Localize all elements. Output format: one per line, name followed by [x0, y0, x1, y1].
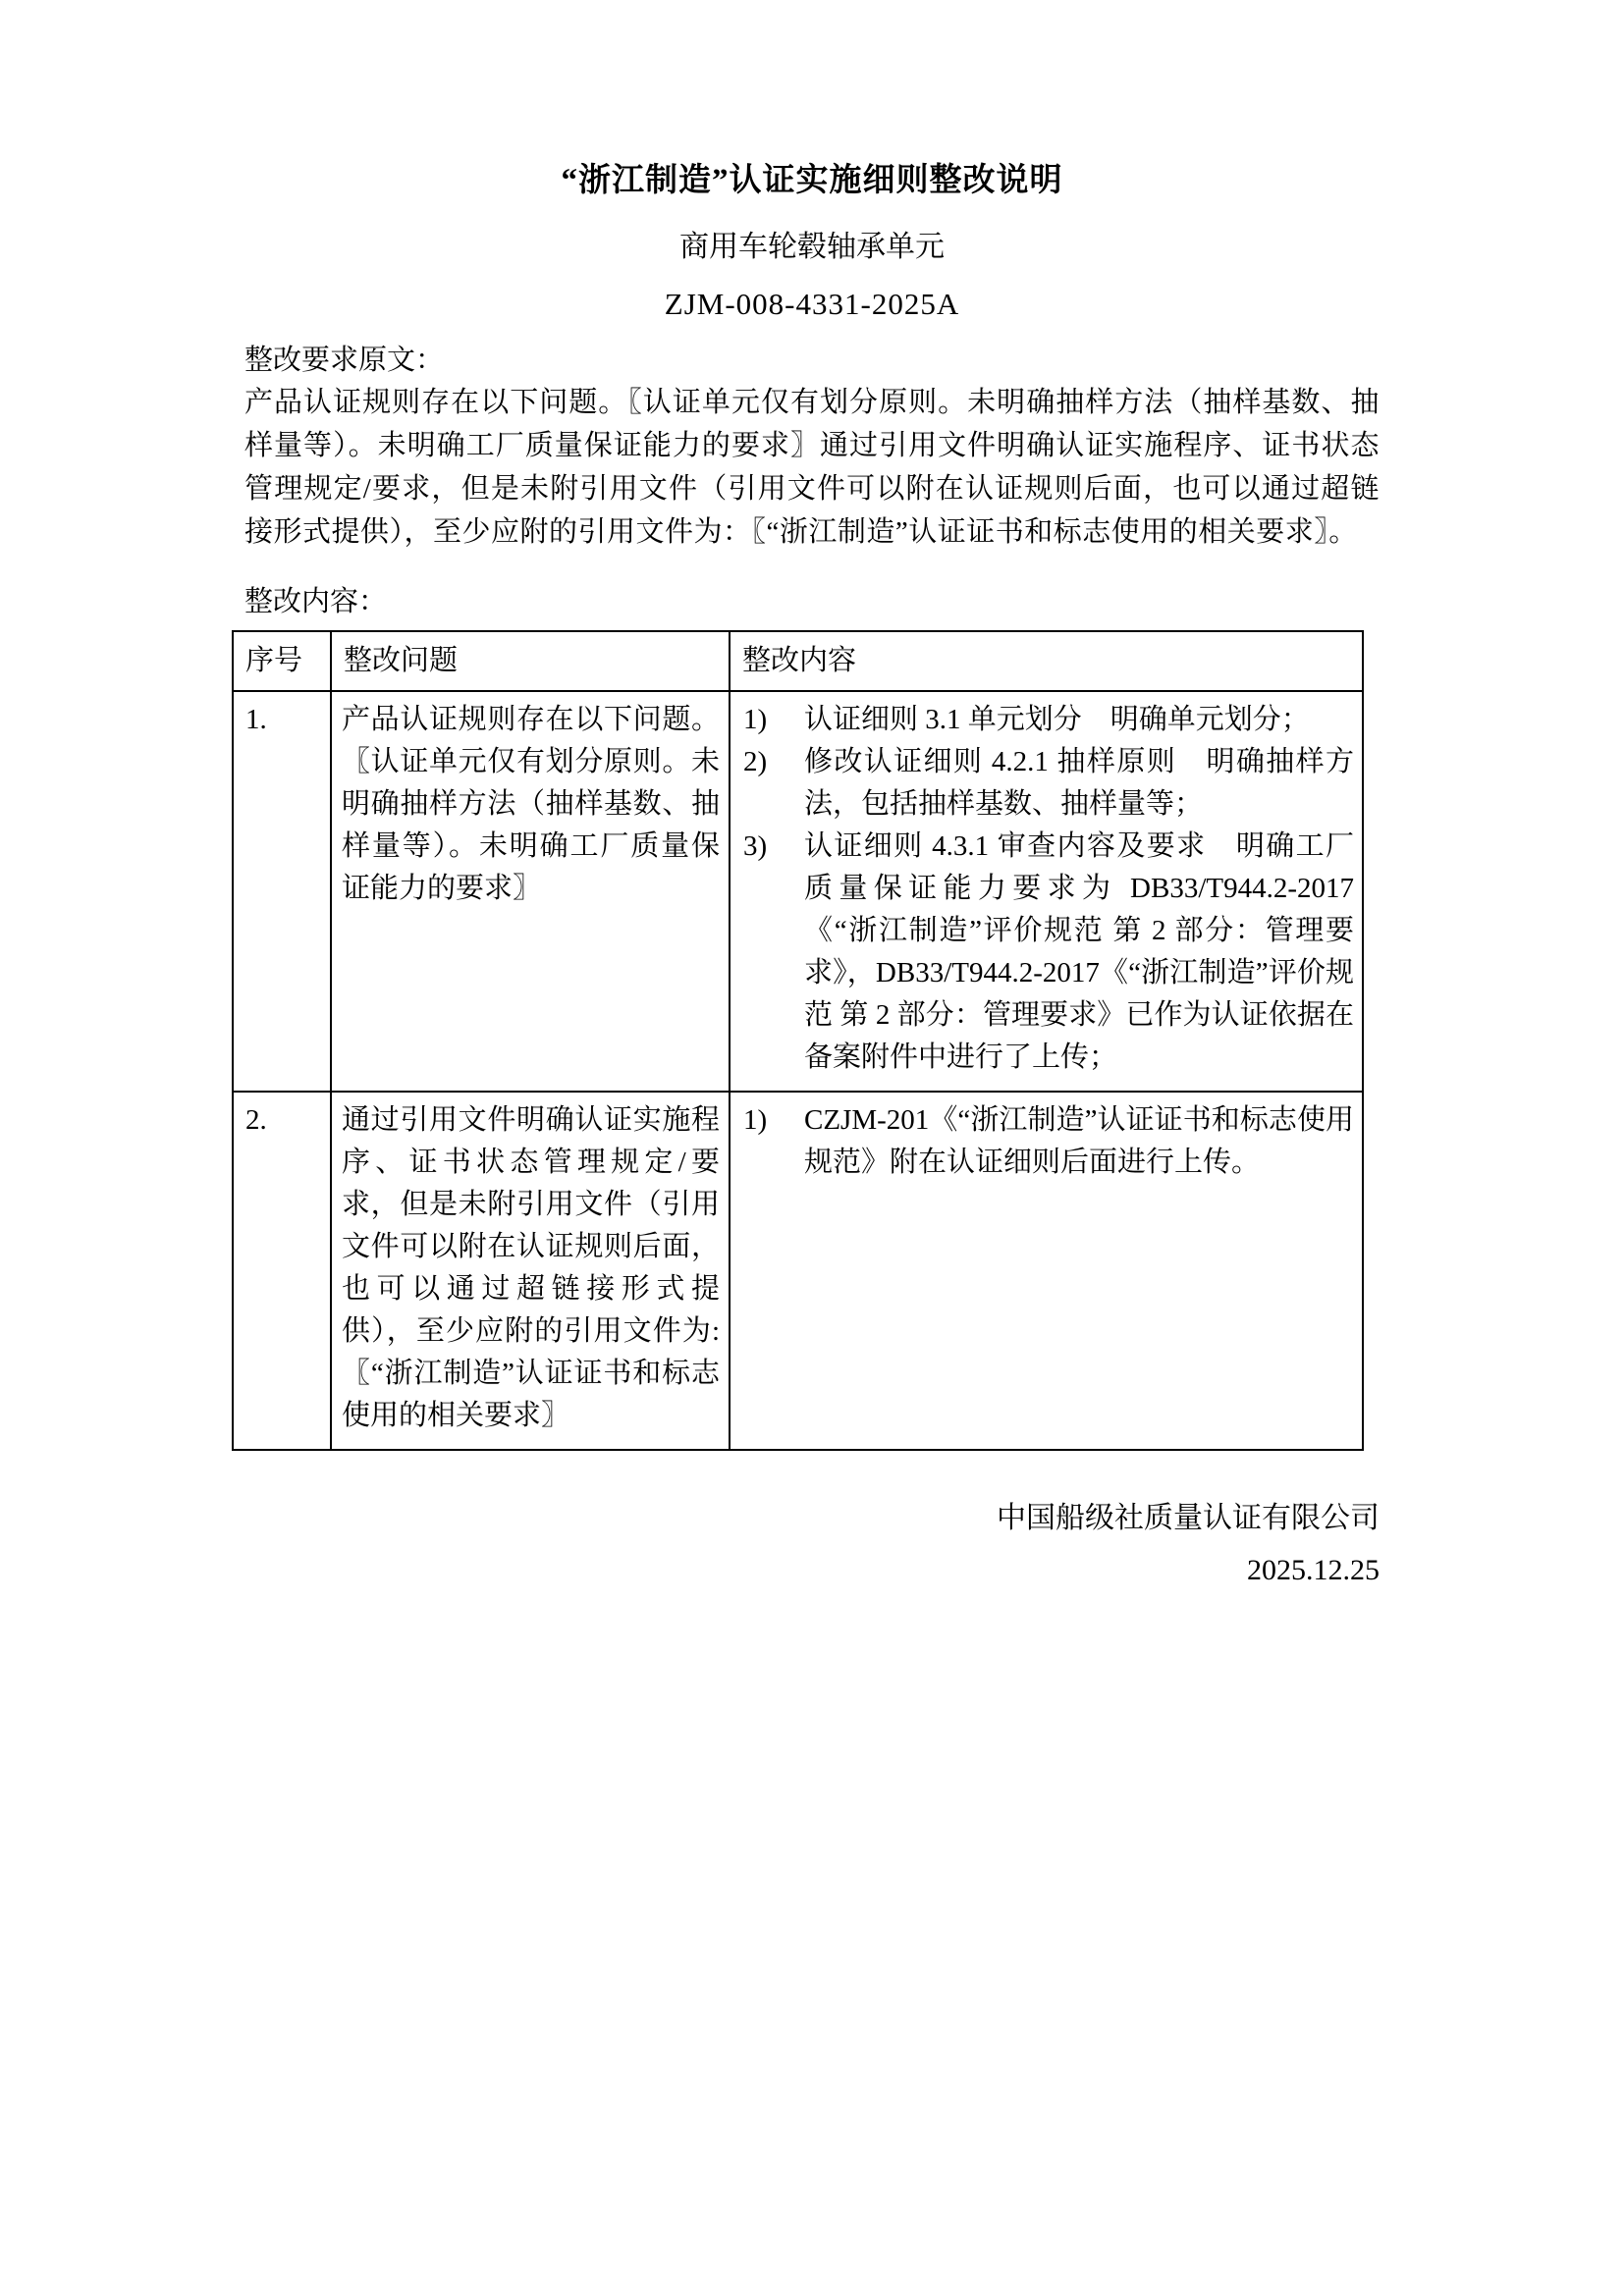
product-unit-subtitle: 商用车轮毂轴承单元 — [679, 231, 945, 263]
table-row — [233, 691, 1363, 1092]
row-number: 1. — [233, 691, 331, 1092]
table-row — [233, 1092, 1363, 1450]
table-header-row — [233, 631, 1363, 691]
rectification-table — [232, 630, 1364, 1451]
title-block — [0, 0, 1624, 324]
header-cell-problem: 整改问题 — [331, 631, 730, 691]
content-cell — [730, 691, 1363, 1092]
item-text: CZJM-201《“浙江制造”认证证书和标志使用规范》附在认证细则后面进行上传。 — [804, 1104, 1354, 1178]
item-text: 认证细则 3.1 单元划分 明确单元划分； — [804, 704, 1310, 735]
original-requirement-paragraph: 产品认证规则存在以下问题。〖认证单元仅有划分原则。未明确抽样方法（抽样基数、抽样量等）。未明确工厂质量保证能力的要求〗通过引用文件明确认证实施程序、证书状态管理规定/要求，但是未附引用文件（引用文件可以附在认证规则后面，也可以通过超链接形式提供），至少应附的引用文件为：〖“浙江制造”认证证书和标志使用的相关要求〗。 — [244, 387, 1380, 548]
list-item — [743, 826, 1354, 1079]
document-title: “浙江制造”认证实施细则整改说明 — [561, 163, 1063, 198]
content-item-list — [743, 699, 1354, 1079]
item-marker: 2) — [743, 746, 768, 777]
rectification-content-label: 整改内容： — [244, 586, 388, 617]
list-item — [743, 1099, 1354, 1184]
header-cell-no: 序号 — [233, 631, 331, 691]
problem-cell: 产品认证规则存在以下问题。〖认证单元仅有划分原则。未明确抽样方法（抽样基数、抽样量等）。未明确工厂质量保证能力的要求〗 — [331, 691, 730, 1092]
content-item-list — [743, 1099, 1354, 1184]
item-marker: 1) — [743, 704, 768, 735]
company-name: 中国船级社质量认证有限公司 — [997, 1502, 1380, 1534]
signature-date: 2025.12.25 — [1247, 1554, 1380, 1586]
header-cell-content: 整改内容 — [730, 631, 1363, 691]
item-marker: 3) — [743, 830, 768, 862]
original-requirement-label: 整改要求原文： — [244, 345, 445, 376]
document-body — [244, 340, 1380, 1596]
row-number: 2. — [233, 1092, 331, 1450]
content-cell — [730, 1092, 1363, 1450]
list-item — [743, 741, 1354, 826]
list-item — [743, 699, 1354, 741]
problem-cell: 通过引用文件明确认证实施程序、证书状态管理规定/要求，但是未附引用文件（引用文件可以附在认证规则后面，也可以通过超链接形式提供），至少应附的引用文件为:〖“浙江制造”认证证书和标志使用的相关要求〗 — [331, 1092, 730, 1450]
document-code: ZJM-008-4331-2025A — [664, 287, 960, 321]
signature-block — [244, 1492, 1380, 1596]
item-text: 认证细则 4.3.1 审查内容及要求 明确工厂质量保证能力要求为 DB33/T944.2-2017《“浙江制造”评价规范 第 2 部分：管理要求》，DB33/T944.2-2017《“浙江制造”评价规范 第 2 部分：管理要求》已作为认证依据在备案附件中进行了上传； — [804, 830, 1354, 1073]
item-marker: 1) — [743, 1104, 768, 1136]
item-text: 修改认证细则 4.2.1 抽样原则 明确抽样方法，包括抽样基数、抽样量等； — [804, 746, 1354, 820]
